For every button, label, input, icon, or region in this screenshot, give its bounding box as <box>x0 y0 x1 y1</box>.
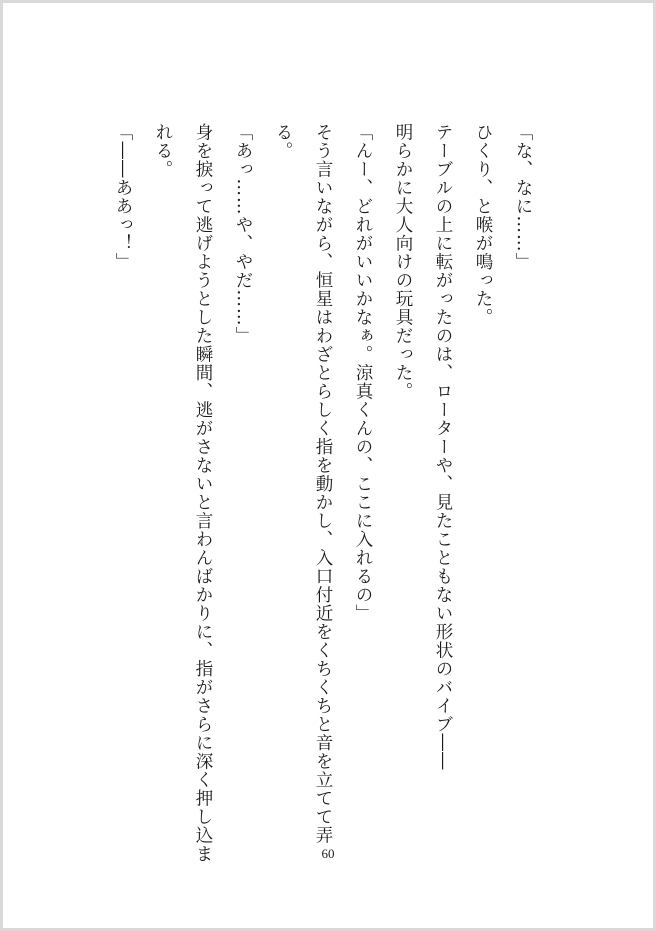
text-line: そう言いながら、恒星はわざとらしく指を動かし、入口付近をくちくちと音を立てて弄 <box>313 123 333 845</box>
page-number: 60 <box>321 846 335 861</box>
text-line: 身を捩って逃げようとした瞬間、逃がさないと言わんばかりに、指がさらに深く押し込ま <box>193 123 213 863</box>
text-line: 「んー、どれがいいかなぁ。涼真くんの、ここに入れるの」 <box>353 123 373 623</box>
text-line: 「な、なに……」 <box>513 123 533 271</box>
text-line: れる。 <box>153 123 173 179</box>
document-page <box>3 3 653 928</box>
text-line: テーブルの上に転がったのは、ローターや、見たこともない形状のバイブ―― <box>433 123 453 771</box>
text-line: ひくり、と喉が鳴った。 <box>473 123 493 327</box>
text-line: 明らかに大人向けの玩具だった。 <box>393 123 413 401</box>
text-line: 「あっ……や、やだ……」 <box>233 123 253 345</box>
text-line: る。 <box>273 123 293 160</box>
text-line: 「――ああっ！」 <box>113 123 133 271</box>
